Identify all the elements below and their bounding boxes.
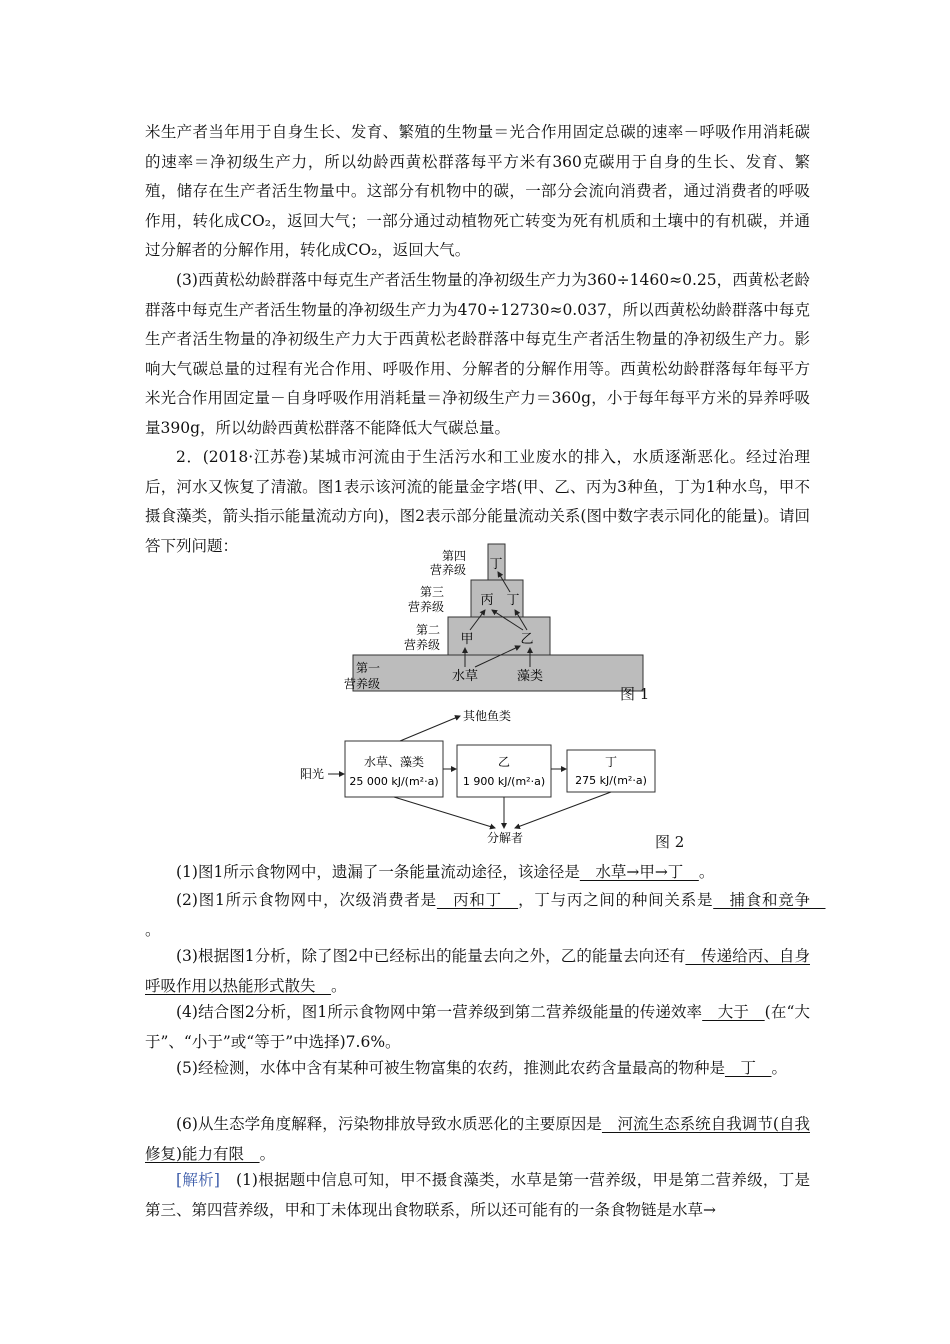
svg-text:营养级: 营养级 <box>429 563 466 577</box>
svg-text:营养级: 营养级 <box>403 638 440 652</box>
decomposer-label: 分解者 <box>486 831 524 845</box>
box2-value: 1 900 kJ/(m²·a) <box>462 775 546 788</box>
box3-value: 275 kJ/(m²·a) <box>575 774 647 787</box>
analysis-paragraph: [解析] (1)根据题中信息可知，甲不摄食藻类，水草是第一营养级，甲是第二营养级，丁是第三、第四营养级，甲和丁未体现出食物联系，所以还可能有的一条食物链是水草→ <box>145 1171 810 1219</box>
level4-label: 第四 <box>441 549 466 563</box>
svg-text:营养级: 营养级 <box>407 600 444 614</box>
question-5: (5)经检测，水体中含有某种可被生物富集的农药，推测此农药含量最高的物种是 丁 。 <box>176 1059 787 1077</box>
zaolei-label: 藻类 <box>516 669 544 684</box>
analysis-tag: [解析] <box>176 1171 220 1189</box>
shuicao-label: 水草 <box>451 669 479 684</box>
question-1: (1)图1所示食物网中，遗漏了一条能量流动途径，该途径是 水草→甲→丁 。 <box>176 863 715 881</box>
energy-pyramid-figure <box>330 540 660 700</box>
other-fish-label: 其他鱼类 <box>463 709 512 723</box>
figure1-label: 图 1 <box>620 685 650 703</box>
question-2: (2)图1所示食物网中，次级消费者是 丙和丁 ，丁与丙之间的种间关系是 捕食和竞争 。 <box>145 891 826 939</box>
energy-flow-figure <box>300 705 720 850</box>
bing-label: 丙 <box>480 593 494 608</box>
question-2-stem: 2．(2018·江苏卷)某城市河流由于生活污水和工业废水的排入，水质逐渐恶化。经过治理后，河水又恢复了清澈。图1表示该河流的能量金字塔(甲、乙、丙为3种鱼，丁为1种水鸟，甲不摄食藻类，箭头指示能量流动方向)，图2表示部分能量流动关系(图中数字表示同化的能量)。请回答下列问题： <box>145 448 810 555</box>
sunlight-label: 阳光 <box>300 767 325 781</box>
svg-text:营养级: 营养级 <box>343 677 380 691</box>
ding-mid: 丁 <box>506 593 520 608</box>
level1-label: 第一 <box>355 661 380 675</box>
box3-name: 丁 <box>604 755 618 769</box>
jia-label: 甲 <box>460 632 474 647</box>
question-6: (6)从生态学角度解释，污染物排放导致水质恶化的主要原因是 河流生态系统自我调节(自我修复)能力有限 。 <box>145 1115 810 1163</box>
question-3: (3)根据图1分析，除了图2中已经标出的能量去向之外，乙的能量去向还有 传递给丙、自身呼吸作用以热能形式散失 。 <box>145 947 810 995</box>
box1-name: 水草、藻类 <box>363 755 425 769</box>
box2-name: 乙 <box>497 755 511 769</box>
figure2-label: 图 2 <box>655 833 685 851</box>
question-4: (4)结合图2分析，图1所示食物网中第一营养级到第二营养级能量的传递效率 大于 (在“大于”、“小于”或“等于”中选择)7.6%。 <box>145 1003 810 1051</box>
yi-label: 乙 <box>520 632 534 647</box>
box1-value: 25 000 kJ/(m²·a) <box>349 775 439 788</box>
paragraph-analysis-3: (3)西黄松幼龄群落中每克生产者活生物量的净初级生产力为360÷1460≈0.25，西黄松老龄群落中每克生产者活生物量的净初级生产力为470÷12730≈0.037，所以西黄松幼龄群落中每克生产者活生物量的净初级生产力大于西黄松老龄群落中每克生产者活生物量的净初级生产力。影响大气碳总量的过程有光合作用、呼吸作用、分解者的分解作用等。西黄松幼龄群落每年每平方米光合作用固定量－自身呼吸作用消耗量＝净初级生产力＝360g，小于每年每平方米的异养呼吸量390g，所以幼龄西黄松群落不能降低大气碳总量。 <box>145 271 810 437</box>
paragraph-analysis-cont: 米生产者当年用于自身生长、发育、繁殖的生物量＝光合作用固定总碳的速率－呼吸作用消耗碳的速率＝净初级生产力，所以幼龄西黄松群落每平方米有360克碳用于自身的生长、发育、繁殖，储存在生产者活生物量中。这部分有机物中的碳，一部分会流向消费者，通过消费者的呼吸作用，转化成CO₂，返回大气；一部分通过动植物死亡转变为死有机质和土壤中的有机碳，并通过分解者的分解作用，转化成CO₂，返回大气。 <box>145 123 810 259</box>
ding-top: 丁 <box>489 557 503 572</box>
level3-label: 第三 <box>419 585 444 599</box>
level2-label: 第二 <box>415 623 440 637</box>
